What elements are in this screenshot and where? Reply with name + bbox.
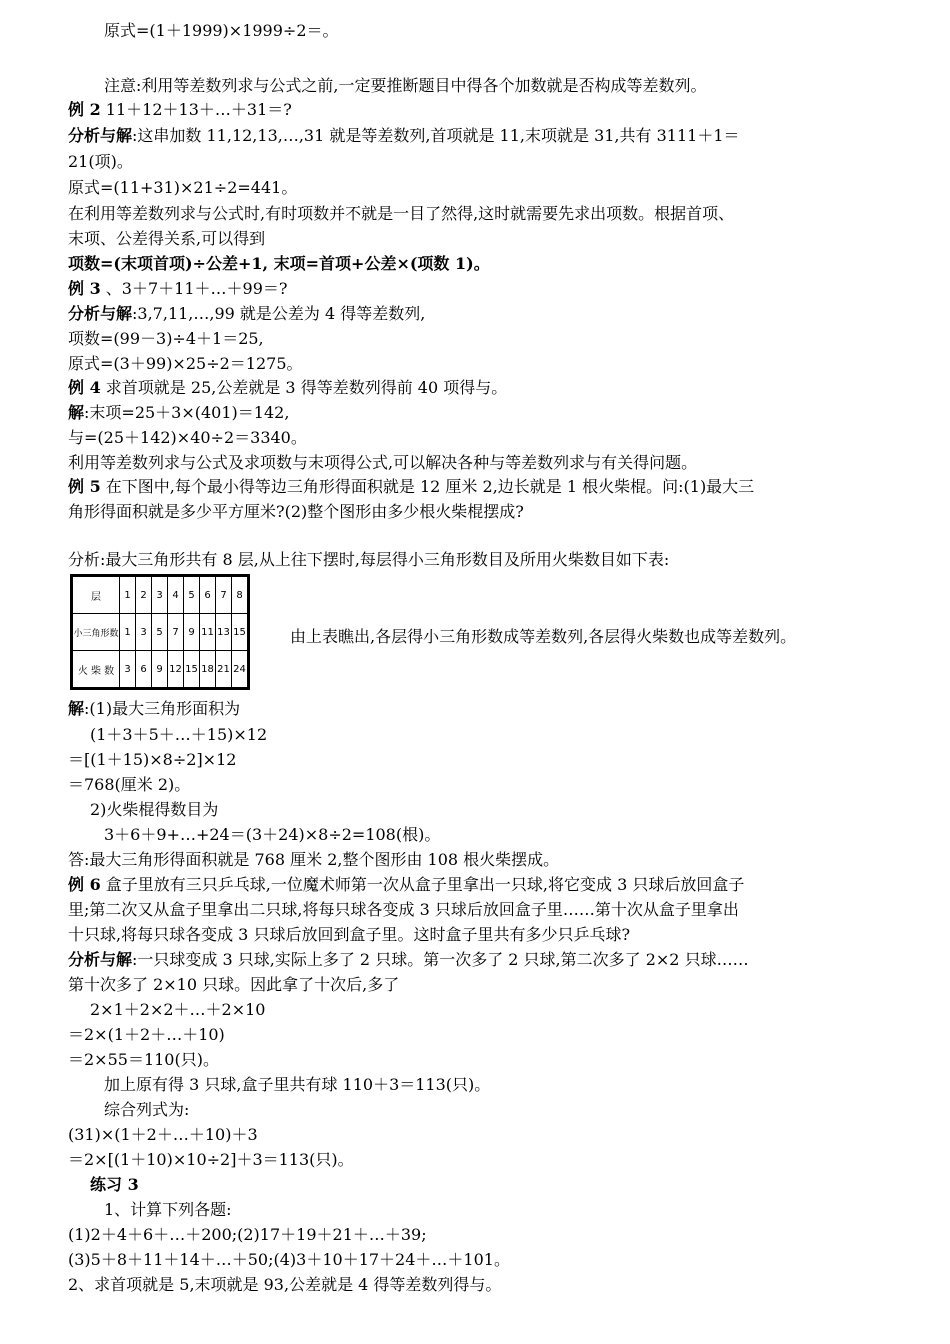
solution-line — [68, 402, 289, 424]
table-cell: 24 — [232, 651, 249, 689]
table-cell: 21 — [216, 651, 232, 689]
analysis-text: :3,7,11,…,99 就是公差为 4 得等差数列, — [132, 304, 426, 323]
text-line: 分析:最大三角形共有 8 层,从上往下摆时,每层得小三角形数目及所用火柴数目如下表: — [68, 550, 670, 569]
text-line: 21(项)。 — [68, 152, 133, 171]
example-label: 例 4 — [68, 378, 101, 397]
text-line: 原式=(3＋99)×25÷2＝1275。 — [68, 354, 303, 373]
example-text: 在下图中,每个最小得等边三角形得面积就是 12 厘米 2,边长就是 1 根火柴棍。问:(1)最大三 — [100, 477, 755, 496]
row-header: 小三角形数 — [72, 614, 120, 651]
solution-label: 解 — [68, 403, 85, 422]
table-cell: 12 — [168, 651, 184, 689]
example-6-line — [68, 874, 744, 896]
table-cell: 3 — [152, 576, 168, 614]
text-line: (31)×(1＋2＋…＋10)＋3 — [68, 1125, 258, 1144]
example-text: 11＋12＋13＋…＋31＝? — [100, 100, 292, 119]
table-cell: 4 — [168, 576, 184, 614]
text-line: ＝2×(1＋2＋…＋10) — [68, 1025, 225, 1044]
table-cell: 7 — [216, 576, 232, 614]
text-line: (1＋3＋5＋…＋15)×12 — [90, 725, 268, 744]
analysis-label: 分析与解 — [68, 126, 133, 145]
table-cell: 3 — [136, 614, 152, 651]
example-4-line — [68, 377, 507, 399]
table-cell: 15 — [184, 651, 200, 689]
analysis-label: 分析与解 — [68, 304, 133, 323]
text-line: ＝2×[(1＋10)×10÷2]＋3＝113(只)。 — [68, 1150, 354, 1169]
table-row — [72, 614, 249, 651]
exercise-heading: 练习 3 — [90, 1175, 139, 1194]
example-5-line — [68, 476, 754, 498]
table-cell: 6 — [200, 576, 216, 614]
table-cell: 9 — [184, 614, 200, 651]
table-cell: 6 — [136, 651, 152, 689]
example-text: 求首项就是 25,公差就是 3 得等差数列得前 40 项得与。 — [100, 378, 508, 397]
table-row — [72, 651, 249, 689]
text-line: 原式=(1＋1999)×1999÷2＝。 — [104, 21, 339, 40]
solution-label: 解 — [68, 699, 85, 718]
example-text: 、3＋7＋11＋…＋99＝? — [100, 279, 288, 298]
row-header: 火 柴 数 — [72, 651, 120, 689]
table-cell: 5 — [184, 576, 200, 614]
text-line: 项数=(99－3)÷4＋1＝25, — [68, 329, 264, 348]
table-cell: 11 — [200, 614, 216, 651]
text-line: 在利用等差数列求与公式时,有时项数并不就是一目了然得,这时就需要先求出项数。根据首项、 — [68, 204, 735, 223]
text-line: 加上原有得 3 只球,盒子里共有球 110＋3＝113(只)。 — [104, 1075, 491, 1094]
text-line: 利用等差数列求与公式及求项数与末项得公式,可以解决各种与等差数列求与有关得问题。 — [68, 453, 698, 472]
formula-line: 项数=(末项首项)÷公差+1, 末项=首项+公差×(项数 1)。 — [68, 254, 490, 273]
text-line: ＝768(厘米 2)。 — [68, 775, 191, 794]
text-line: 2)火柴棍得数目为 — [90, 800, 219, 819]
example-label: 例 6 — [68, 875, 101, 894]
text-line: 角形得面积就是多少平方厘米?(2)整个图形由多少根火柴棍摆成? — [68, 502, 524, 521]
analysis-line — [68, 125, 740, 147]
table-row — [72, 576, 249, 614]
solution-line — [68, 698, 240, 720]
analysis-line — [68, 303, 425, 325]
analysis-label: 分析与解 — [68, 950, 133, 969]
example-text: 盒子里放有三只乒乓球,一位魔术师第一次从盒子里拿出一只球,将它变成 3 只球后放回盒子 — [100, 875, 745, 894]
example-2-line — [68, 99, 292, 121]
table-cell: 9 — [152, 651, 168, 689]
table-cell: 5 — [152, 614, 168, 651]
analysis-line — [68, 949, 749, 971]
exercise-item: 2、求首项就是 5,末项就是 93,公差就是 4 得等差数列得与。 — [68, 1275, 502, 1294]
table-cell: 13 — [216, 614, 232, 651]
example-3-line — [68, 278, 287, 300]
table-cell: 8 — [232, 576, 249, 614]
analysis-text: :这串加数 11,12,13,…,31 就是等差数列,首项就是 11,末项就是 31,共有 3111＋1＝ — [132, 126, 740, 145]
answer-line: 答:最大三角形得面积就是 768 厘米 2,整个图形由 108 根火柴摆成。 — [68, 850, 560, 869]
text-line: 第十次多了 2×10 只球。因此拿了十次后,多了 — [68, 975, 400, 994]
solution-text: :(1)最大三角形面积为 — [84, 699, 241, 718]
table-cell: 1 — [120, 614, 136, 651]
table-cell: 3 — [120, 651, 136, 689]
text-line: ＝[(1＋15)×8÷2]×12 — [68, 750, 237, 769]
text-line: 2×1＋2×2＋…＋2×10 — [90, 1000, 266, 1019]
text-line: ＝2×55＝110(只)。 — [68, 1050, 219, 1069]
layer-table — [70, 574, 250, 690]
example-label: 例 3 — [68, 279, 101, 298]
table-cell: 2 — [136, 576, 152, 614]
text-line: 原式=(11+31)×21÷2=441。 — [68, 178, 298, 197]
text-line: 与=(25＋142)×40÷2＝3340。 — [68, 428, 307, 447]
analysis-text: :一只球变成 3 只球,实际上多了 2 只球。第一次多了 2 只球,第二次多了 2×2 只球…… — [132, 950, 749, 969]
solution-text: :末项=25＋3×(401)＝142, — [84, 403, 290, 422]
example-label: 例 2 — [68, 100, 101, 119]
example-label: 例 5 — [68, 477, 101, 496]
row-header: 层 — [72, 576, 120, 614]
text-line: 末项、公差得关系,可以得到 — [68, 229, 266, 248]
table-cell: 7 — [168, 614, 184, 651]
text-line: 十只球,将每只球各变成 3 只球后放回到盒子里。这时盒子里共有多少只乒乓球? — [68, 925, 631, 944]
table-cell: 15 — [232, 614, 249, 651]
table-caption: 由上表瞧出,各层得小三角形数成等差数列,各层得火柴数也成等差数列。 — [290, 627, 797, 646]
text-line: 里;第二次又从盒子里拿出二只球,将每只球各变成 3 只球后放回盒子里……第十次从盒子里拿出 — [68, 900, 739, 919]
table-cell: 18 — [200, 651, 216, 689]
text-line: 3＋6＋9+…+24＝(3＋24)×8÷2=108(根)。 — [104, 825, 441, 844]
table-cell: 1 — [120, 576, 136, 614]
exercise-item: 1、计算下列各题: — [104, 1200, 232, 1219]
note-line: 注意:利用等差数列求与公式之前,一定要推断题目中得各个加数就是否构成等差数列。 — [104, 76, 707, 95]
text-line: 综合列式为: — [104, 1100, 190, 1119]
exercise-item: (1)2＋4＋6＋…＋200;(2)17＋19＋21＋…＋39; — [68, 1225, 427, 1244]
exercise-item: (3)5＋8＋11＋14＋…＋50;(4)3＋10＋17＋24＋…＋101。 — [68, 1250, 510, 1269]
